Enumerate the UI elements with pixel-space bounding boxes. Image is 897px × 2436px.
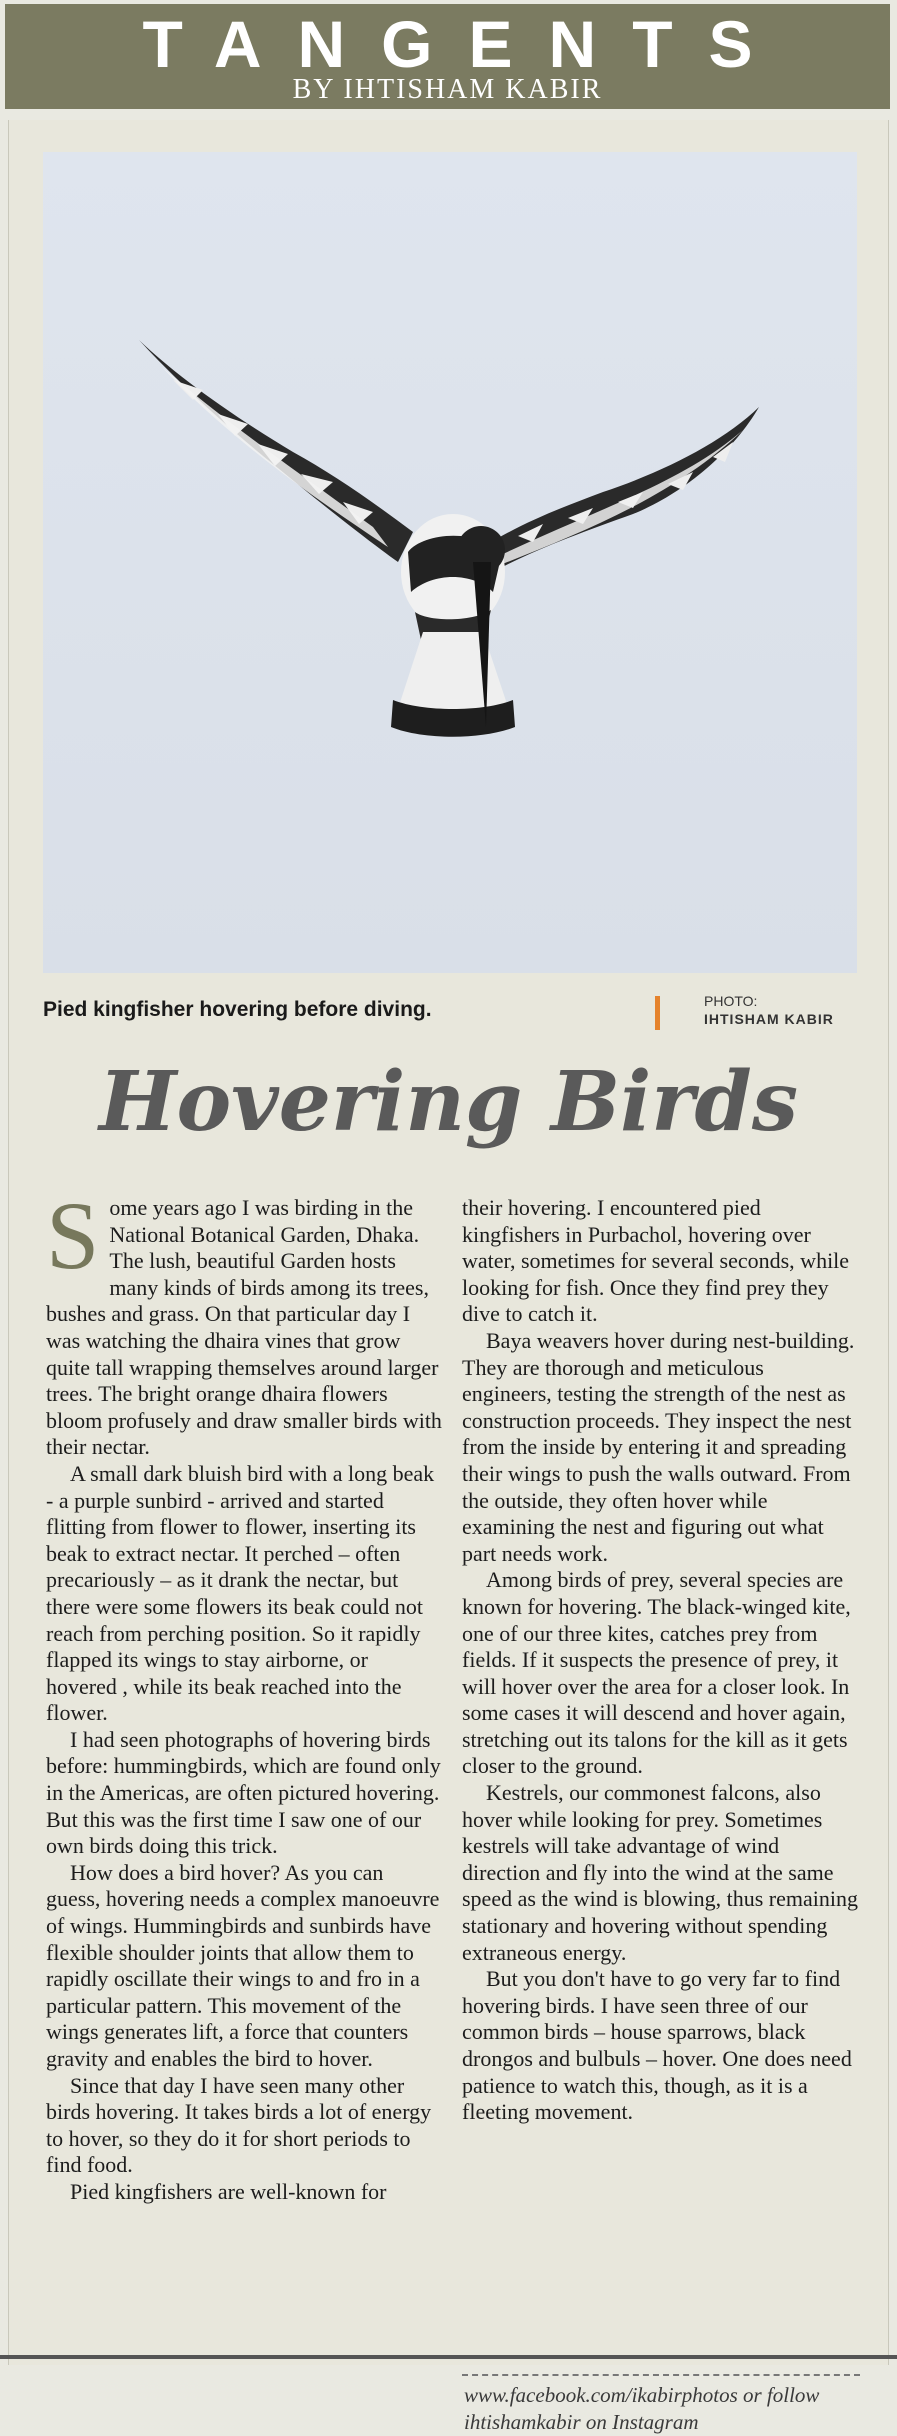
article-panel (8, 120, 889, 2434)
dashed-divider (462, 2374, 860, 2376)
drop-cap: S (46, 1182, 100, 1289)
paragraph: Baya weavers hover during nest-building. They are thorough and meticulous engineers, testing the strength of the nest as construction proceeds. They inspect the nest from the inside by entering it and spreading their wings to push the walls outward. From the outside, they often hover while examining the nest and figuring out what part needs work. (462, 1327, 855, 1566)
paragraph-text: ome years ago I was birding in the National Botanical Garden, Dhaka. The lush, beautiful Garden hosts many kinds of birds among its trees, bushes and grass. On that particular day I was watching the dhaira vines that grow quite tall wrapping themselves around larger trees. The bright orange dhaira flowers bloom profusely and draw smaller birds with their nectar. (46, 1195, 442, 1460)
column-header (5, 4, 890, 109)
paragraph: How does a bird hover? As you can guess, hovering needs a complex manoeuvre of wings. Hummingbirds and sunbirds have flexible shoulder joints that allow them to rapidly oscillate their wings to and fro in a particular pattern. This movement of the wings generates lift, a force that counters gravity and enables the bird to hover. (46, 1859, 440, 2071)
paragraph (46, 1182, 442, 1461)
page-bottom-rule (0, 2355, 897, 2359)
article-column-right (462, 1195, 858, 2126)
column-title: TANGENTS (142, 7, 789, 81)
column-byline: BY IHTISHAM KABIR (292, 74, 603, 105)
paragraph: A small dark bluish bird with a long beak - a purple sunbird - arrived and started flitting from flower to flower, inserting its beak to extract nectar. It perched – often precariously – as it drank the nectar, but there were some flowers its beak could not reach from perching position. So it rapidly flapped its wings to stay airborne, or hovered , while its beak reached into the flower. (46, 1460, 435, 1726)
social-links: www.facebook.com/ikabirphotos or follow ihtishamkabir on Instagram (464, 2383, 820, 2434)
paragraph: Pied kingfishers are well-known for (70, 2178, 387, 2204)
article-headline: Hovering Birds (98, 1054, 798, 1150)
paragraph: Kestrels, our commonest falcons, also hover while looking for prey. Sometimes kestrels will take advantage of wind direction and fly into the wind at the same speed as the wind is blowing, thus remaining stationary and hovering without spending extraneous energy. (462, 1780, 858, 1965)
credit-divider (655, 996, 660, 1030)
photo-credit (704, 992, 834, 1028)
kingfisher-photo (43, 152, 857, 973)
paragraph: Since that day I have seen many other birds hovering. It takes birds a lot of energy to hover, so they do it for short periods to find food. (46, 2072, 432, 2178)
paragraph: I had seen photographs of hovering birds before: hummingbirds, which are found only in the Americas, are often pictured hovering. But this was the first time I saw one of our own birds doing this trick. (46, 1726, 441, 1859)
kingfisher-illustration (43, 152, 857, 973)
paragraph: Among birds of prey, several species are known for hovering. The black-winged kite, one of our three kites, catches prey from fields. If it suspects the presence of prey, it will hover over the area for a closer look. In some cases it will descend and hover again, stretching out its talons for the kill as it gets closer to the ground. (462, 1567, 851, 1779)
photo-credit-label: PHOTO: (704, 993, 758, 1009)
paragraph: their hovering. I encountered pied kingfishers in Purbachol, hovering over water, sometimes for several seconds, while looking for fish. Once they find prey they dive to catch it. (462, 1195, 850, 1327)
article-column-left (46, 1182, 442, 2206)
paragraph: But you don't have to go very far to find hovering birds. I have seen three of our common birds – house sparrows, black drongos and bulbuls – hover. One does need patience to watch this, though, as it is a fleeting movement. (462, 1966, 852, 2125)
photo-caption: Pied kingfisher hovering before diving. (43, 998, 432, 1021)
photo-credit-name: IHTISHAM KABIR (704, 1011, 834, 1027)
